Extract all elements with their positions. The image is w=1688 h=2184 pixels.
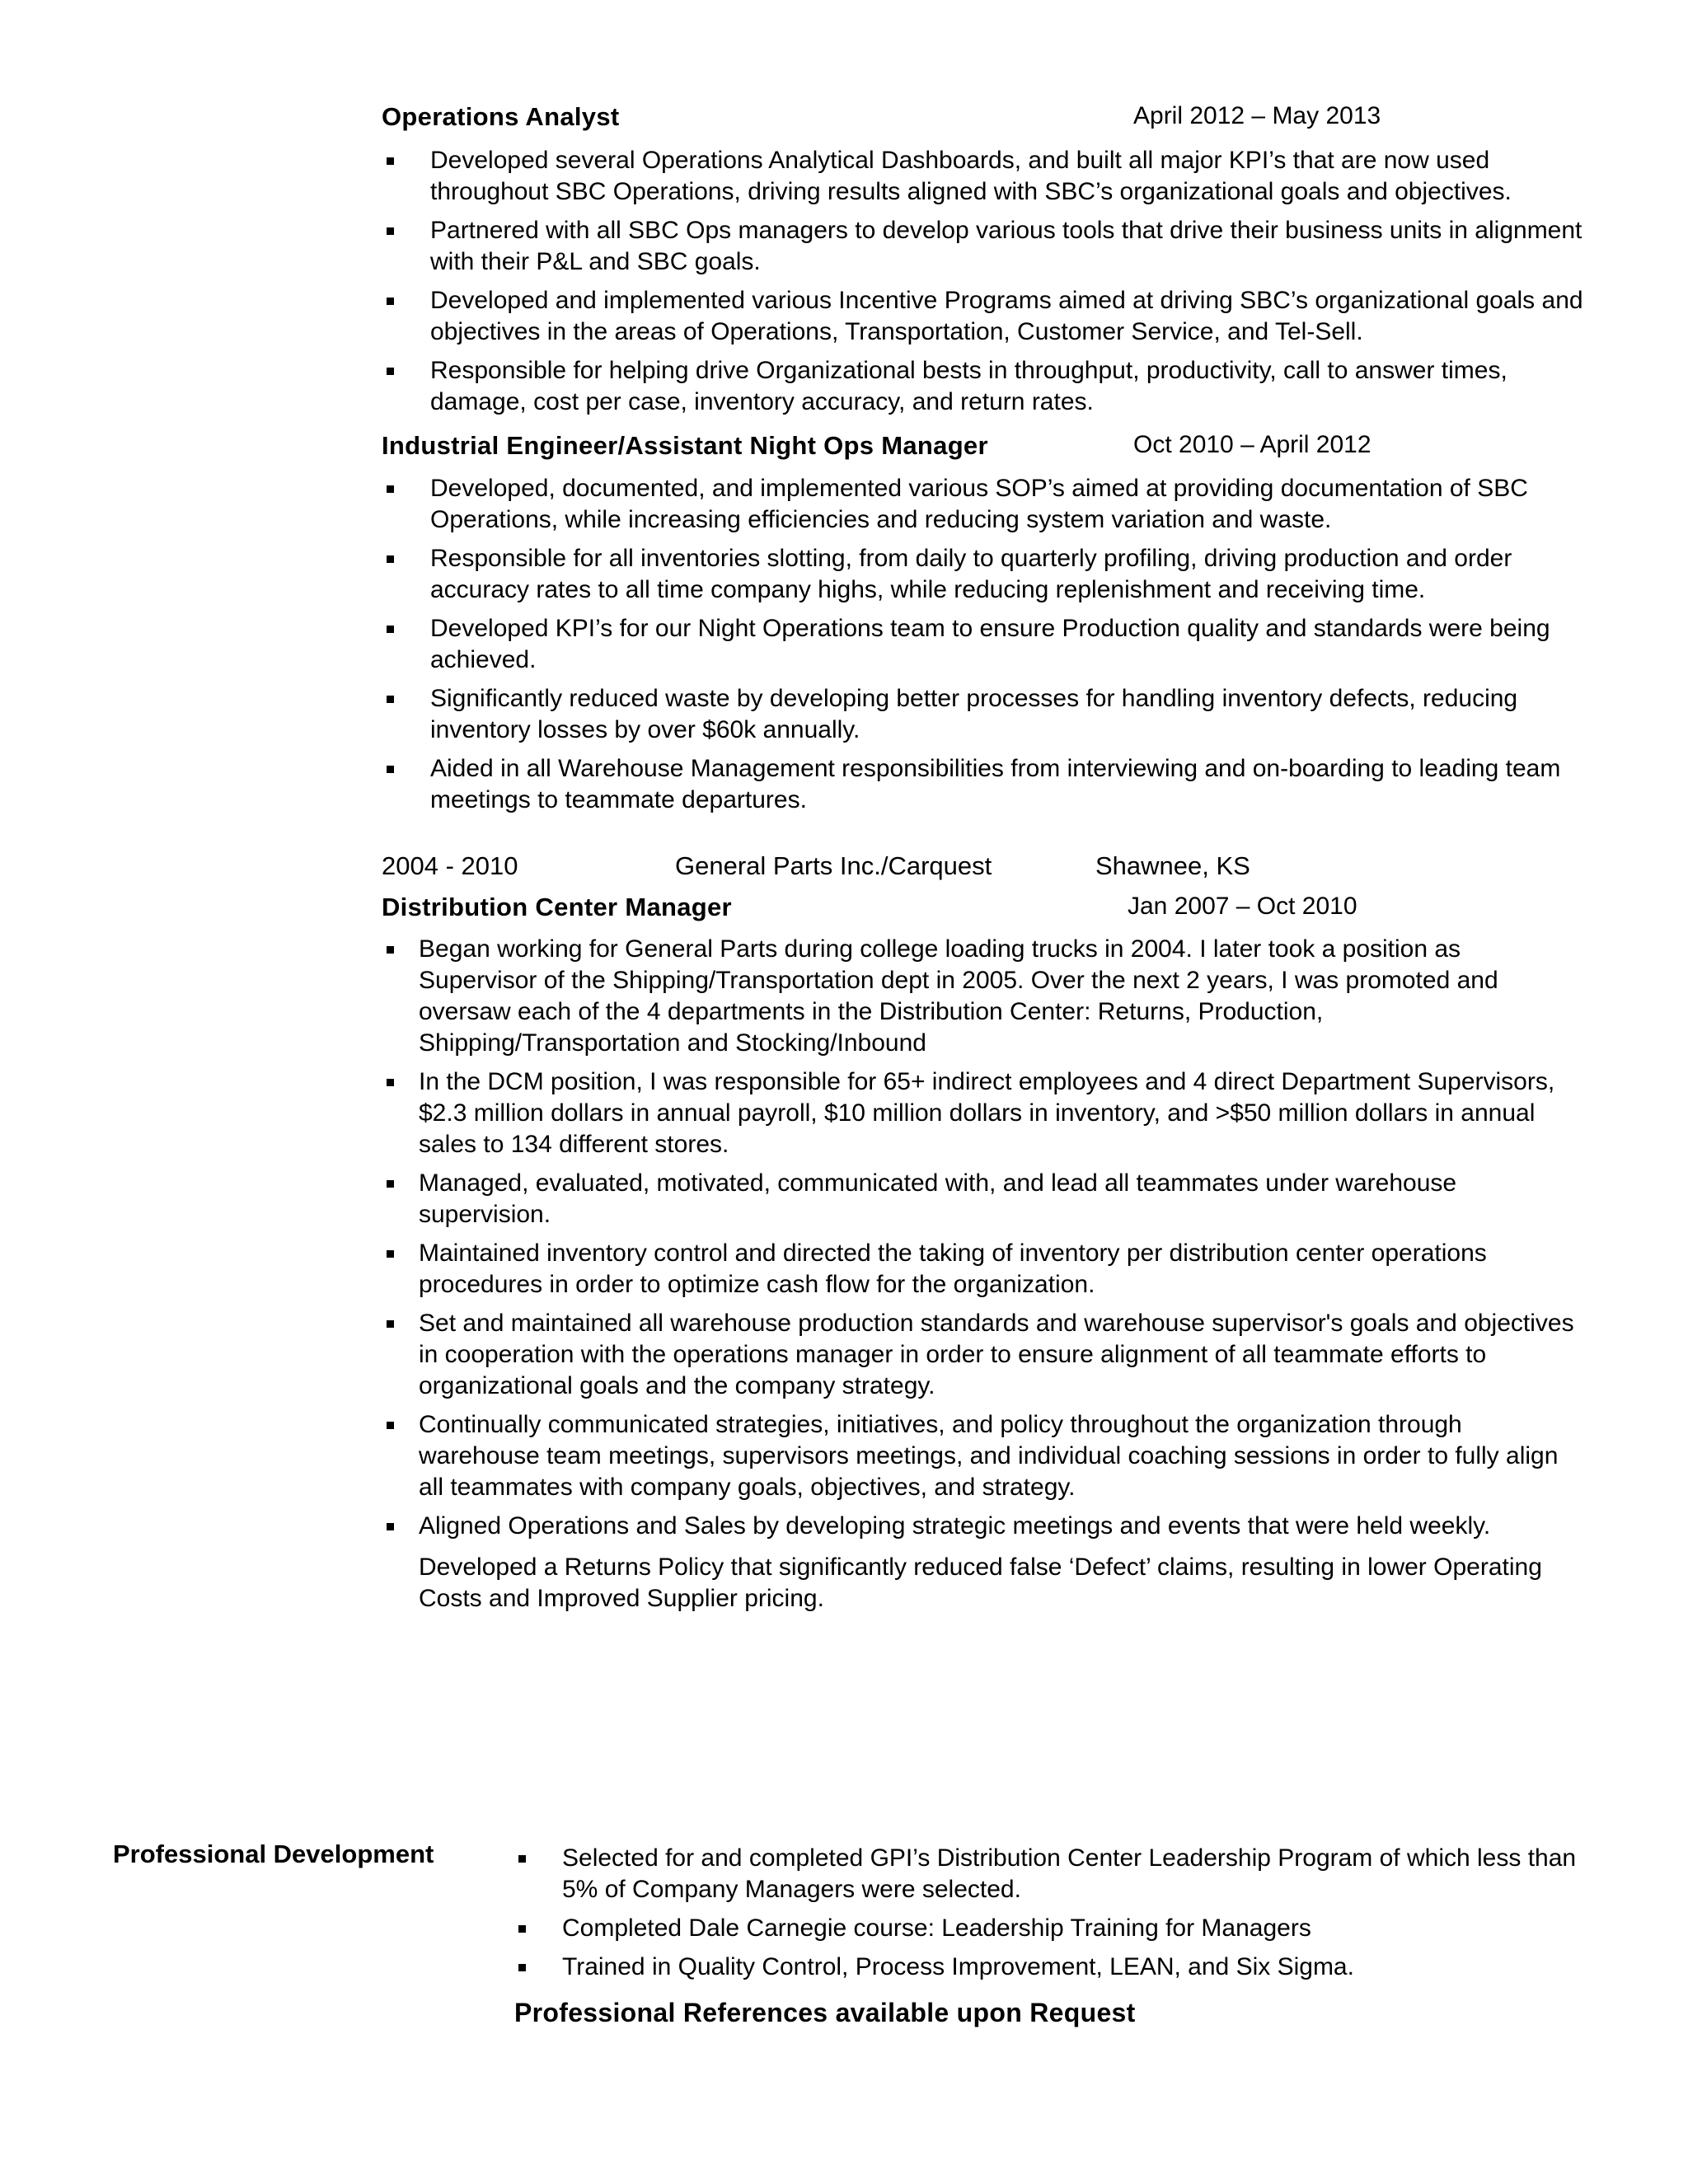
job-title: Distribution Center Manager (382, 893, 732, 921)
bullet-square-icon (387, 626, 394, 633)
job-title: Operations Analyst (382, 102, 620, 131)
references-note: Professional References available upon Request (514, 1998, 1136, 2027)
bullet-square-icon (387, 1079, 394, 1086)
section-heading-professional-development: Professional Development (113, 1840, 434, 1868)
bullet-square-icon (387, 157, 394, 165)
job-title: Industrial Engineer/Assistant Night Ops Manager (382, 431, 988, 460)
list-item: Developed several Operations Analytical Dashboards, and built all major KPI’s that are now used throughout SBC Operations, driving results aligned with SBC’s organizational goals and objectives. (382, 145, 1585, 208)
bullet-square-icon (387, 298, 394, 305)
list-item: Significantly reduced waste by developing better processes for handling inventory defects, reducing inventory losses by over $60k annually. (382, 683, 1585, 746)
list-item: Responsible for helping drive Organizational bests in throughput, productivity, call to answer times, damage, cost per case, inventory accuracy, and return rates. (382, 355, 1585, 418)
company-years: 2004 - 2010 (382, 851, 518, 880)
list-item: Selected for and completed GPI’s Distribution Center Leadership Program of which less than 5% of Company Managers were selected. (513, 1843, 1592, 1905)
company-row (382, 851, 1453, 884)
bullet-square-icon (387, 555, 394, 563)
list-item: Managed, evaluated, motivated, communicated with, and lead all teammates under warehouse supervision. (382, 1168, 1585, 1230)
list-item: Maintained inventory control and directed the taking of inventory per distribution center operations procedures in order to optimize cash flow for the organization. (382, 1238, 1585, 1301)
list-item: Responsible for all inventories slotting, from daily to quarterly profiling, driving production and order accuracy rates to all time company highs, while reducing replenishment and receiving time. (382, 543, 1585, 606)
list-item: Aligned Operations and Sales by developing strategic meetings and events that were held weekly. (382, 1511, 1585, 1542)
list-item: In the DCM position, I was responsible for 65+ indirect employees and 4 direct Department Supervisors, $2.3 million dollars in annual payroll, $10 million dollars in inventory, and >$50 million dollars in annual sales to 134 different stores. (382, 1066, 1585, 1160)
company-name: General Parts Inc./Carquest (675, 851, 992, 880)
job-header-industrial-engineer (382, 431, 1593, 464)
job-dates: April 2012 – May 2013 (1133, 102, 1381, 129)
job-header-operations-analyst (382, 102, 1593, 135)
list-item: Partnered with all SBC Ops managers to develop various tools that drive their business units in alignment with their P&L and SBC goals. (382, 215, 1585, 278)
list-item: Developed KPI’s for our Night Operations team to ensure Production quality and standards were being achieved. (382, 613, 1585, 676)
job-dates: Jan 2007 – Oct 2010 (1128, 893, 1357, 920)
company-location: Shawnee, KS (1095, 851, 1250, 880)
bullet-square-icon (387, 485, 394, 493)
bullet-square-icon (518, 1964, 526, 1971)
bullet-square-icon (518, 1925, 526, 1933)
bullet-square-icon (387, 1422, 394, 1429)
list-item: Set and maintained all warehouse production standards and warehouse supervisor's goals and objectives in cooperation with the operations manager in order to ensure alignment of all teammate efforts to organizational goals and the company strategy. (382, 1308, 1585, 1402)
bullet-square-icon (387, 1180, 394, 1188)
job-bullets-operations-analyst (382, 145, 1585, 425)
list-item: Developed, documented, and implemented various SOP’s aimed at providing documentation of SBC Operations, while increasing efficiencies and reducing system variation and waste. (382, 473, 1585, 536)
bullet-square-icon (387, 1250, 394, 1258)
list-item: Trained in Quality Control, Process Improvement, LEAN, and Six Sigma. (513, 1952, 1592, 1983)
bullet-square-icon (387, 227, 394, 235)
list-item: Developed and implemented various Incentive Programs aimed at driving SBC’s organizational goals and objectives in the areas of Operations, Transportation, Customer Service, and Tel-Sell. (382, 285, 1585, 348)
list-item: Aided in all Warehouse Management responsibilities from interviewing and on-boarding to leading team meetings to teammate departures. (382, 753, 1585, 816)
list-item: Continually communicated strategies, initiatives, and policy throughout the organization through warehouse team meetings, supervisors meetings, and individual coaching sessions in order to fully align all teammates with company goals, objectives, and strategy. (382, 1409, 1585, 1503)
bullet-square-icon (387, 946, 394, 954)
job-bullets-industrial-engineer (382, 473, 1585, 823)
bullet-square-icon (387, 1320, 394, 1328)
list-item: Completed Dale Carnegie course: Leadership Training for Managers (513, 1913, 1592, 1944)
bullet-square-icon (518, 1855, 526, 1863)
bullet-square-icon (387, 1523, 394, 1530)
list-item: Began working for General Parts during college loading trucks in 2004. I later took a position as Supervisor of the Shipping/Transportation dept in 2005. Over the next 2 years, I was promoted and oversaw each of the 4 departments in the Distribution Center: Returns, Production, Shipping/Transportation and Stocking/Inbound (382, 934, 1585, 1059)
job-dates: Oct 2010 – April 2012 (1133, 431, 1372, 458)
job-header-distribution-center-manager (382, 893, 1593, 926)
bullet-square-icon (387, 766, 394, 773)
extra-paragraph: Developed a Returns Policy that significantly reduced false ‘Defect’ claims, resulting in lower Operating Costs and Improved Supplier pricing. (419, 1554, 1542, 1612)
professional-development-bullets (513, 1843, 1592, 1990)
bullet-square-icon (387, 696, 394, 703)
bullet-square-icon (387, 368, 394, 375)
job-bullets-distribution-center-manager (382, 934, 1585, 1549)
